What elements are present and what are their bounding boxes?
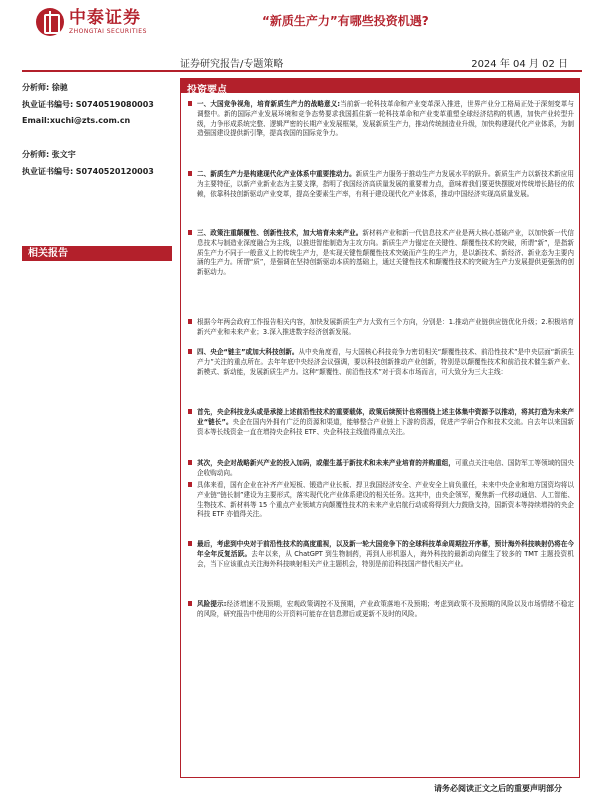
risk-heading: 风险提示: <box>197 600 227 608</box>
analyst2-label: 分析师: <box>22 150 50 159</box>
analyst2-name: 张文宇 <box>51 150 76 159</box>
analyst-sidebar <box>22 82 167 183</box>
point-5-text: 从中央角度看，与大国核心科技竞争力密切相关“颠覆性技术、前沿性技术”是中央层面“新质生产力”关注的重点所在。去年年底中央经济会议强调，要以科技创新推动产业创新，特别是以颠覆性技术和前沿技术催生新产业、新模式、新动能，发展新质生产力。这种“颠覆性、前沿性技术”对于资本市场而言，可大致分为三大主线： <box>197 348 575 376</box>
investment-summary-title: 投资要点 <box>187 85 227 96</box>
bullet-icon <box>188 482 192 487</box>
bullet-icon <box>188 171 192 176</box>
point-3-heading: 三、政策注重颠覆性、创新性技术，加大培育未来产业。 <box>197 229 363 237</box>
report-title-rest: 有哪些投资机遇? <box>337 14 429 28</box>
point-1-text: 当前新一轮科技革命和产业变革深入推进，世界产业分工格局正处于深刻变革与调整中。新的国际产业发展环境和竞争态势要求我国抓住新一轮科技革命和产业变革重塑全球经济结构的机遇，加快产业转型升级，力争形成系统完整、逻辑严密的长期产业发展框架，发展新质生产力，推动传统制造业升级，加快构建现代化产业体系，为制造强国建设提供新引擎，提高我国的国际竞争力。 <box>197 100 575 138</box>
summary-point-1 <box>188 100 574 139</box>
logo-icon <box>36 8 64 36</box>
bullet-icon <box>188 101 192 106</box>
brand-logo <box>36 6 166 38</box>
report-meta <box>180 55 568 70</box>
cert2-label: 执业证书编号: <box>22 167 74 176</box>
summary-point-4 <box>188 318 574 338</box>
risk-text: 经济增速不及预期，宏观政策调控不及预期，产业政策落地不及预期；考虑到政策不及预期的风险以及市场情绪不稳定的风险，研究报告中使用的公开资料可能存在信息滞后或更新不及时的风险。 <box>197 600 575 618</box>
point-7-text: 可重点关注电信、国防军工等领域的国央企收购动向。 <box>197 459 575 477</box>
summary-point-6 <box>188 408 574 437</box>
summary-point-3 <box>188 229 574 278</box>
summary-point-9 <box>188 540 574 569</box>
point-2-text: 新质生产力服务于推动生产力发展水平的跃升。新质生产力以新技术新应用为主要特征，以新产业新业态为主要支撑，指明了我国经济高质量发展的重要着力点，意味着我们要更快摆脱对传统增长路径的依赖，依靠科技创新驱动产业变革，提高全要素生产率，有利于建设现代化产业体系，推动中国经济实现高质量发展。 <box>197 170 575 198</box>
bullet-icon <box>188 601 192 606</box>
analyst1-name: 徐驰 <box>51 83 68 92</box>
point-4-text: 根据今年两会政府工作报告相关内容，加快发展新质生产力大致有三个方向，分别是：1.推动产业链供应链优化升级；2.积极培育新兴产业和未来产业；3.深入推进数字经济创新发展。 <box>197 318 574 336</box>
header-divider <box>22 70 582 72</box>
bullet-icon <box>188 541 192 546</box>
related-reports-heading: 相关报告 <box>22 246 172 261</box>
bullet-icon <box>188 319 192 324</box>
analyst1-email[interactable]: Email:xuchi@zts.com.cn <box>22 116 131 125</box>
report-type: 证券研究报告/专题策略 <box>180 59 284 70</box>
bullet-icon <box>188 409 192 414</box>
risk-warning <box>188 600 574 620</box>
cert1-value: S0740519080003 <box>75 100 154 109</box>
investment-summary-header <box>180 78 580 96</box>
brand-name-en: ZHONGTAI SECURITIES <box>69 27 147 35</box>
cert1-label: 执业证书编号: <box>22 100 74 109</box>
summary-point-5 <box>188 348 574 377</box>
point-1-heading: 一、大国竞争视角，培育新质生产力的战略意义: <box>197 100 341 108</box>
point-7-heading: 其次，央企对战略新兴产业的投入加码，或催生基于新技术和未来产业培育的并购重组， <box>197 459 455 467</box>
report-title <box>262 12 429 29</box>
brand-name-cn: 中泰证券 <box>69 7 141 28</box>
bullet-icon <box>188 230 192 235</box>
point-6-heading: 首先，央企科技龙头或是承接上述前沿性技术的重要载体，政策后续预计也将围绕上述主体集中资源予以推动，将其打造为未来产业“链长”。 <box>197 408 574 426</box>
point-5-heading: 四、央企“链主”或加大科技创新。 <box>197 348 299 356</box>
analyst1-label: 分析师: <box>22 83 50 92</box>
point-6-text: 央企在国内外拥有广泛的资源和渠道，能够整合产业链上下游的资源，促进产学研合作和技术交流。自去年以来国新资本等长线资金一直在增持央企科技 ETF、央企科技主线值得重点关注。 <box>197 417 574 436</box>
cert2-value: S0740520120003 <box>75 167 154 176</box>
point-3-text: 新材料产业和新一代信息技术产业是两大核心基础产业，以加快新一代信息技术与制造业深度融合为主线，以推进智能制造为主攻方向。新质生产力锚定在关键性、颠覆性技术的突破，所谓“新”，是指新质生产力不同于一般意义上的传统生产力，是实现关键性颠覆性技术突破而产生的生产力，是以新技术、新经济、新业态为主要内涵的生产力。所谓“质”，是强调在坚持创新驱动本质的基础上，通过关键性技术和颠覆性技术的突破为生产力发展提供更强劲的创新驱动力。 <box>197 229 574 277</box>
point-2-heading: 二、新质生产力是构建现代化产业体系中重要推动力。 <box>197 170 356 178</box>
point-9-text: 去年以来，从 ChatGPT 到生物制药，再到人形机器人，海外科技的最新动向催生了较多的 TMT 主题投资机会，当下应该重点关注海外科技映射相关产业主题机会，特别是前沿科技国产替代相关产业。 <box>197 549 574 568</box>
footer-disclaimer: 请务必阅读正文之后的重要声明部分 <box>434 784 562 793</box>
bullet-icon <box>188 349 192 354</box>
bullet-icon <box>188 460 192 465</box>
summary-point-2 <box>188 170 574 199</box>
report-date: 2024 年 04 月 02 日 <box>471 59 568 70</box>
report-title-quote: “新质生产力” <box>262 14 338 28</box>
summary-point-7 <box>188 459 574 479</box>
point-8-text: 具体来看，国有企业在补齐产业短板、锻造产业长板、捍卫我国经济安全、产业安全上肩负重任，未来中央企业和地方国资均将以产业链“链长制”建设为主要形式，落实现代化产业体系建设的相关任务。这其中，由央企领军，聚焦新一代移动通信、人工智能、生物技术、新材料等 15 个重点产业领域方向颠覆性技术的未来产业启航行动或将得到大力鼓励支持，国新资本等持续增持的央企科技 ETF 亦值得关注。 <box>197 481 574 519</box>
summary-point-8 <box>188 481 574 520</box>
point-9-heading: 最后，考虑到中央对于前沿性技术的高度重视，以及新一轮大国竞争下的全球科技革命周期拉开序幕，预计海外科技映射仍将在今年全年反复活跃。 <box>197 540 574 558</box>
